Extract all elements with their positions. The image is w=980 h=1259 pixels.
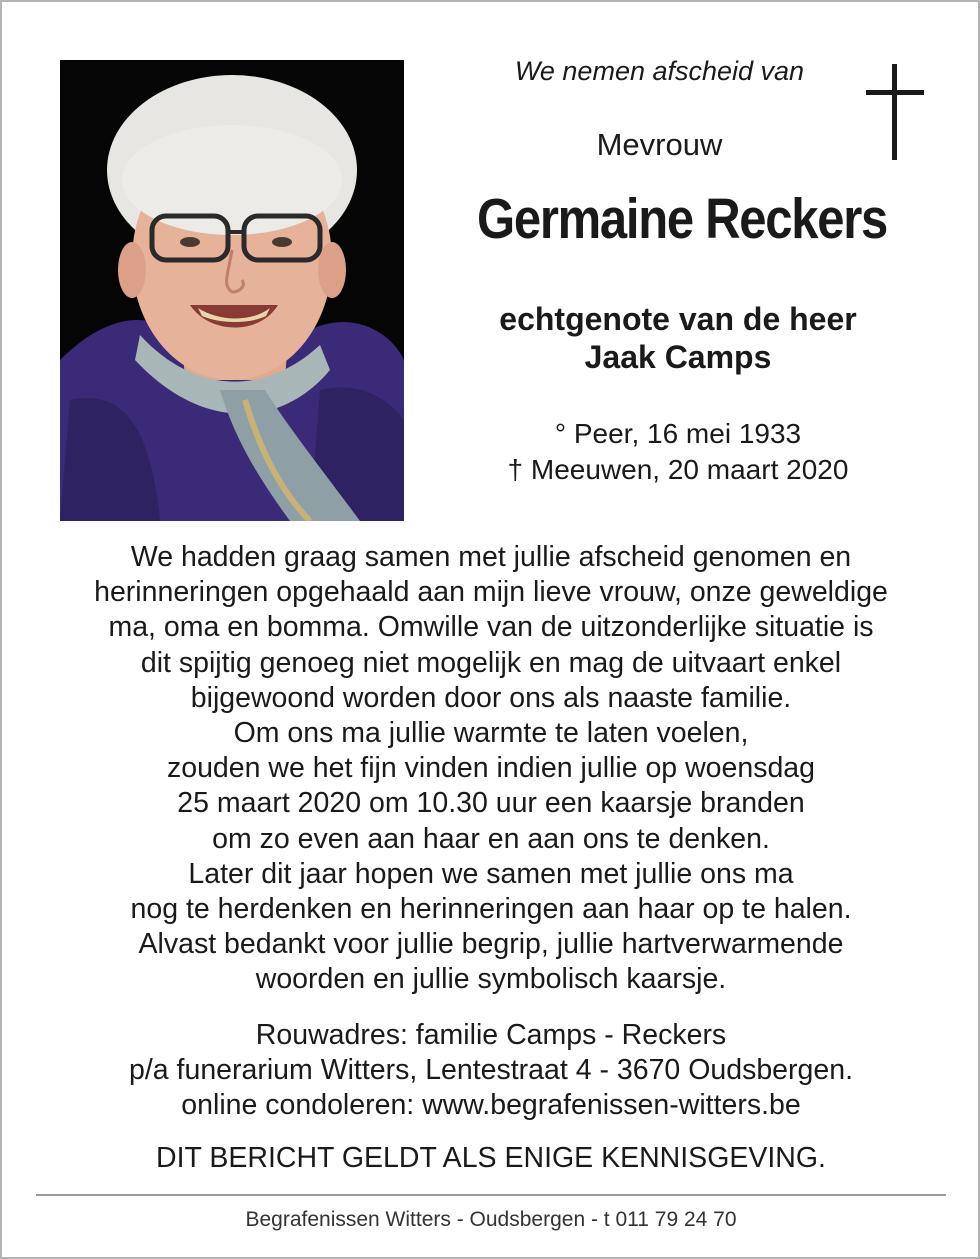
spouse-info bbox=[414, 300, 942, 376]
header-block bbox=[422, 54, 942, 488]
message-line: herinneringen opgehaald aan mijn lieve vrouw, onze geweldige bbox=[94, 576, 888, 609]
spouse-line-1: echtgenote van de heer bbox=[499, 301, 857, 337]
message-line: bijgewoond worden door ons als naaste familie. bbox=[190, 681, 792, 714]
message-line: nog te herdenken en herinneringen aan haar op te halen. bbox=[130, 893, 852, 926]
message-line: zouden we het fijn vinden indien jullie op woensdag bbox=[166, 752, 816, 785]
message-line: dit spijtig genoeg niet mogelijk en mag de uitvaart enkel bbox=[140, 646, 842, 679]
message-line: We hadden graag samen met jullie afscheid genomen en bbox=[130, 541, 852, 573]
message-line: 25 maart 2020 om 10.30 uur een kaarsje branden bbox=[177, 787, 805, 820]
portrait-photo bbox=[60, 60, 404, 521]
address-line-1: Rouwadres: familie Camps - Reckers bbox=[255, 1019, 727, 1051]
message-line: om zo even aan haar en aan ons te denken. bbox=[212, 822, 770, 855]
spouse-line-2: Jaak Camps bbox=[584, 339, 772, 375]
footer-text: Begrafenissen Witters - Oudsbergen - t 011 79 24 70 bbox=[245, 1208, 737, 1231]
condolence-link[interactable]: online condoleren: www.begrafenissen-witters.be bbox=[181, 1089, 801, 1121]
salutation: Mevrouw bbox=[596, 127, 723, 162]
death-date: † Meeuwen, 20 maart 2020 bbox=[507, 454, 849, 485]
message-line: Later dit jaar hopen we samen met jullie ons ma bbox=[188, 857, 794, 890]
message-line: ma, oma en bomma. Omwille van de uitzonderlijke situatie is bbox=[108, 611, 874, 644]
intro-text: We nemen afscheid van bbox=[514, 56, 805, 86]
portrait-illustration bbox=[60, 60, 404, 521]
message-text bbox=[32, 540, 950, 998]
message-line: woorden en jullie symbolisch kaarsje. bbox=[255, 963, 727, 996]
address-block bbox=[32, 1018, 950, 1123]
address-line-2: p/a funerarium Witters, Lentestraat 4 - 3670 Oudsbergen. bbox=[129, 1054, 853, 1086]
notice-text: DIT BERICHT GELDT ALS ENIGE KENNISGEVING. bbox=[156, 1142, 826, 1174]
message-line: Alvast bedankt voor jullie begrip, jullie hartverwarmende bbox=[138, 928, 844, 961]
deceased-name: Germaine Reckers bbox=[477, 187, 887, 251]
life-dates bbox=[414, 416, 942, 488]
message-line: Om ons ma jullie warmte te laten voelen, bbox=[233, 717, 749, 750]
divider bbox=[36, 1194, 946, 1196]
birth-date: ° Peer, 16 mei 1933 bbox=[554, 418, 802, 449]
